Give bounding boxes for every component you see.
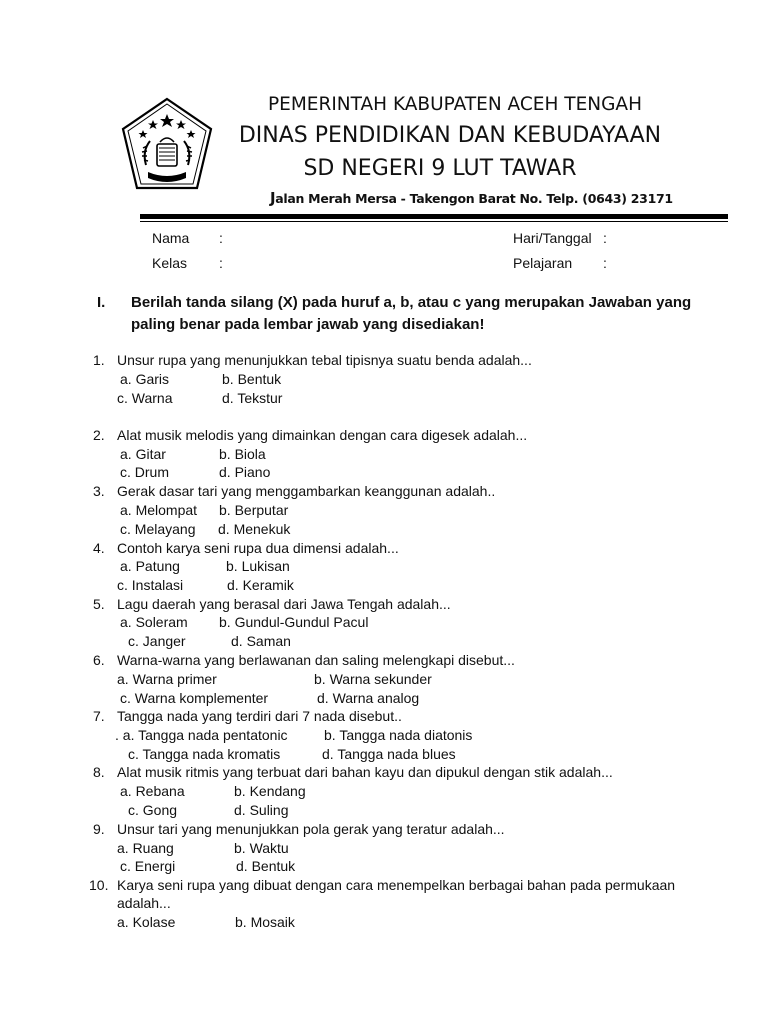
nama-label: Nama [152, 230, 190, 246]
option-d: d. Tangga nada blues [322, 746, 456, 762]
option-b: b. Waktu [234, 840, 289, 856]
option-a: a. Soleram [120, 614, 188, 630]
school-name: SD NEGERI 9 LUT TAWAR [303, 156, 577, 181]
option-d: d. Tekstur [222, 390, 283, 406]
option-c: c. Janger [128, 633, 186, 649]
question-number: 1. [93, 352, 105, 368]
option-d: d. Piano [219, 464, 271, 480]
question-text: Karya seni rupa yang dibuat dengan cara menempelkan berbagai bahan pada permukaan [117, 877, 676, 893]
question-number: 9. [93, 821, 105, 837]
question-number: 6. [93, 652, 105, 668]
option-d: d. Menekuk [218, 521, 291, 537]
option-a: a. Gitar [120, 446, 166, 462]
option-b: b. Gundul-Gundul Pacul [219, 614, 369, 630]
option-d: d. Saman [231, 633, 291, 649]
option-c: c. Drum [120, 464, 169, 480]
question-number: 5. [93, 596, 105, 612]
question-text: Unsur rupa yang menunjukkan tebal tipisnya suatu benda adalah... [117, 352, 532, 368]
option-c: c. Tangga nada kromatis [128, 746, 281, 762]
option-a: a. Patung [120, 558, 180, 574]
option-c: c. Gong [128, 802, 178, 818]
question-number: 10. [89, 877, 109, 893]
option-d: d. Keramik [227, 577, 294, 593]
option-a: . a. Tangga nada pentatonic [115, 727, 288, 743]
question-number: 7. [93, 708, 105, 724]
kelas-colon: : [219, 255, 223, 271]
header-divider-thin [140, 221, 728, 222]
hari-tanggal-colon: : [603, 230, 607, 246]
option-b: b. Lukisan [226, 558, 290, 574]
school-address: Jalan Merah Mersa - Takengon Barat No. Telp. (0643) 23171 [270, 189, 673, 207]
option-c: c. Warna komplementer [120, 690, 269, 706]
letterhead [0, 0, 768, 230]
option-c: c. Melayang [120, 521, 196, 537]
question-text: Gerak dasar tari yang menggambarkan keanggunan adalah.. [117, 483, 496, 499]
question-text: Alat musik melodis yang dimainkan dengan cara digesek adalah... [117, 427, 528, 443]
question-text: Unsur tari yang menunjukkan pola gerak yang teratur adalah... [117, 821, 505, 837]
question-text: Tangga nada yang terdiri dari 7 nada disebut.. [117, 708, 402, 724]
header-divider-thick [140, 214, 728, 219]
option-c: c. Warna [117, 390, 173, 406]
question-number: 2. [93, 427, 105, 443]
question-text: Alat musik ritmis yang terbuat dari bahan kayu dan dipukul dengan stik adalah... [117, 764, 613, 780]
option-b: b. Tangga nada diatonis [324, 727, 473, 743]
option-d: d. Bentuk [236, 858, 296, 874]
hari-tanggal-label: Hari/Tanggal [513, 230, 592, 246]
option-a: a. Melompat [120, 502, 198, 518]
pelajaran-colon: : [603, 255, 607, 271]
option-c: c. Instalasi [117, 577, 184, 593]
department-title: DINAS PENDIDIKAN DAN KEBUDAYAAN [238, 123, 662, 148]
option-a: a. Kolase [117, 914, 176, 930]
option-b: b. Bentuk [222, 371, 282, 387]
option-b: b. Mosaik [235, 914, 295, 930]
regency-emblem-logo [120, 96, 214, 194]
section-instruction-text: Berilah tanda silang (X) pada huruf a, b, atau c yang merupakan Jawaban yang paling benar pada lembar jawab yang disediakan! [131, 294, 692, 333]
option-a: a. Garis [120, 371, 170, 387]
question-number: 8. [93, 764, 105, 780]
option-d: d. Suling [234, 802, 289, 818]
option-b: b. Warna sekunder [314, 671, 432, 687]
option-b: b. Berputar [219, 502, 289, 518]
question-text: Lagu daerah yang berasal dari Jawa Tengah adalah... [117, 596, 451, 612]
option-b: b. Biola [219, 446, 266, 462]
section-number: I. [97, 294, 106, 311]
kelas-label: Kelas [152, 255, 188, 271]
question-number: 4. [93, 540, 105, 556]
nama-colon: : [219, 230, 223, 246]
option-a: a. Ruang [117, 840, 174, 856]
option-a: a. Rebana [120, 783, 185, 799]
pelajaran-label: Pelajaran [513, 255, 573, 271]
question-text: Contoh karya seni rupa dua dimensi adalah... [117, 540, 399, 556]
option-a: a. Warna primer [117, 671, 217, 687]
option-c: c. Energi [120, 858, 176, 874]
question-text: Warna-warna yang berlawanan dan saling melengkapi disebut... [117, 652, 515, 668]
question-number: 3. [93, 483, 105, 499]
question-text-continued: adalah... [117, 895, 171, 911]
option-b: b. Kendang [234, 783, 306, 799]
government-title: PEMERINTAH KABUPATEN ACEH TENGAH [267, 94, 642, 115]
option-d: d. Warna analog [317, 690, 420, 706]
